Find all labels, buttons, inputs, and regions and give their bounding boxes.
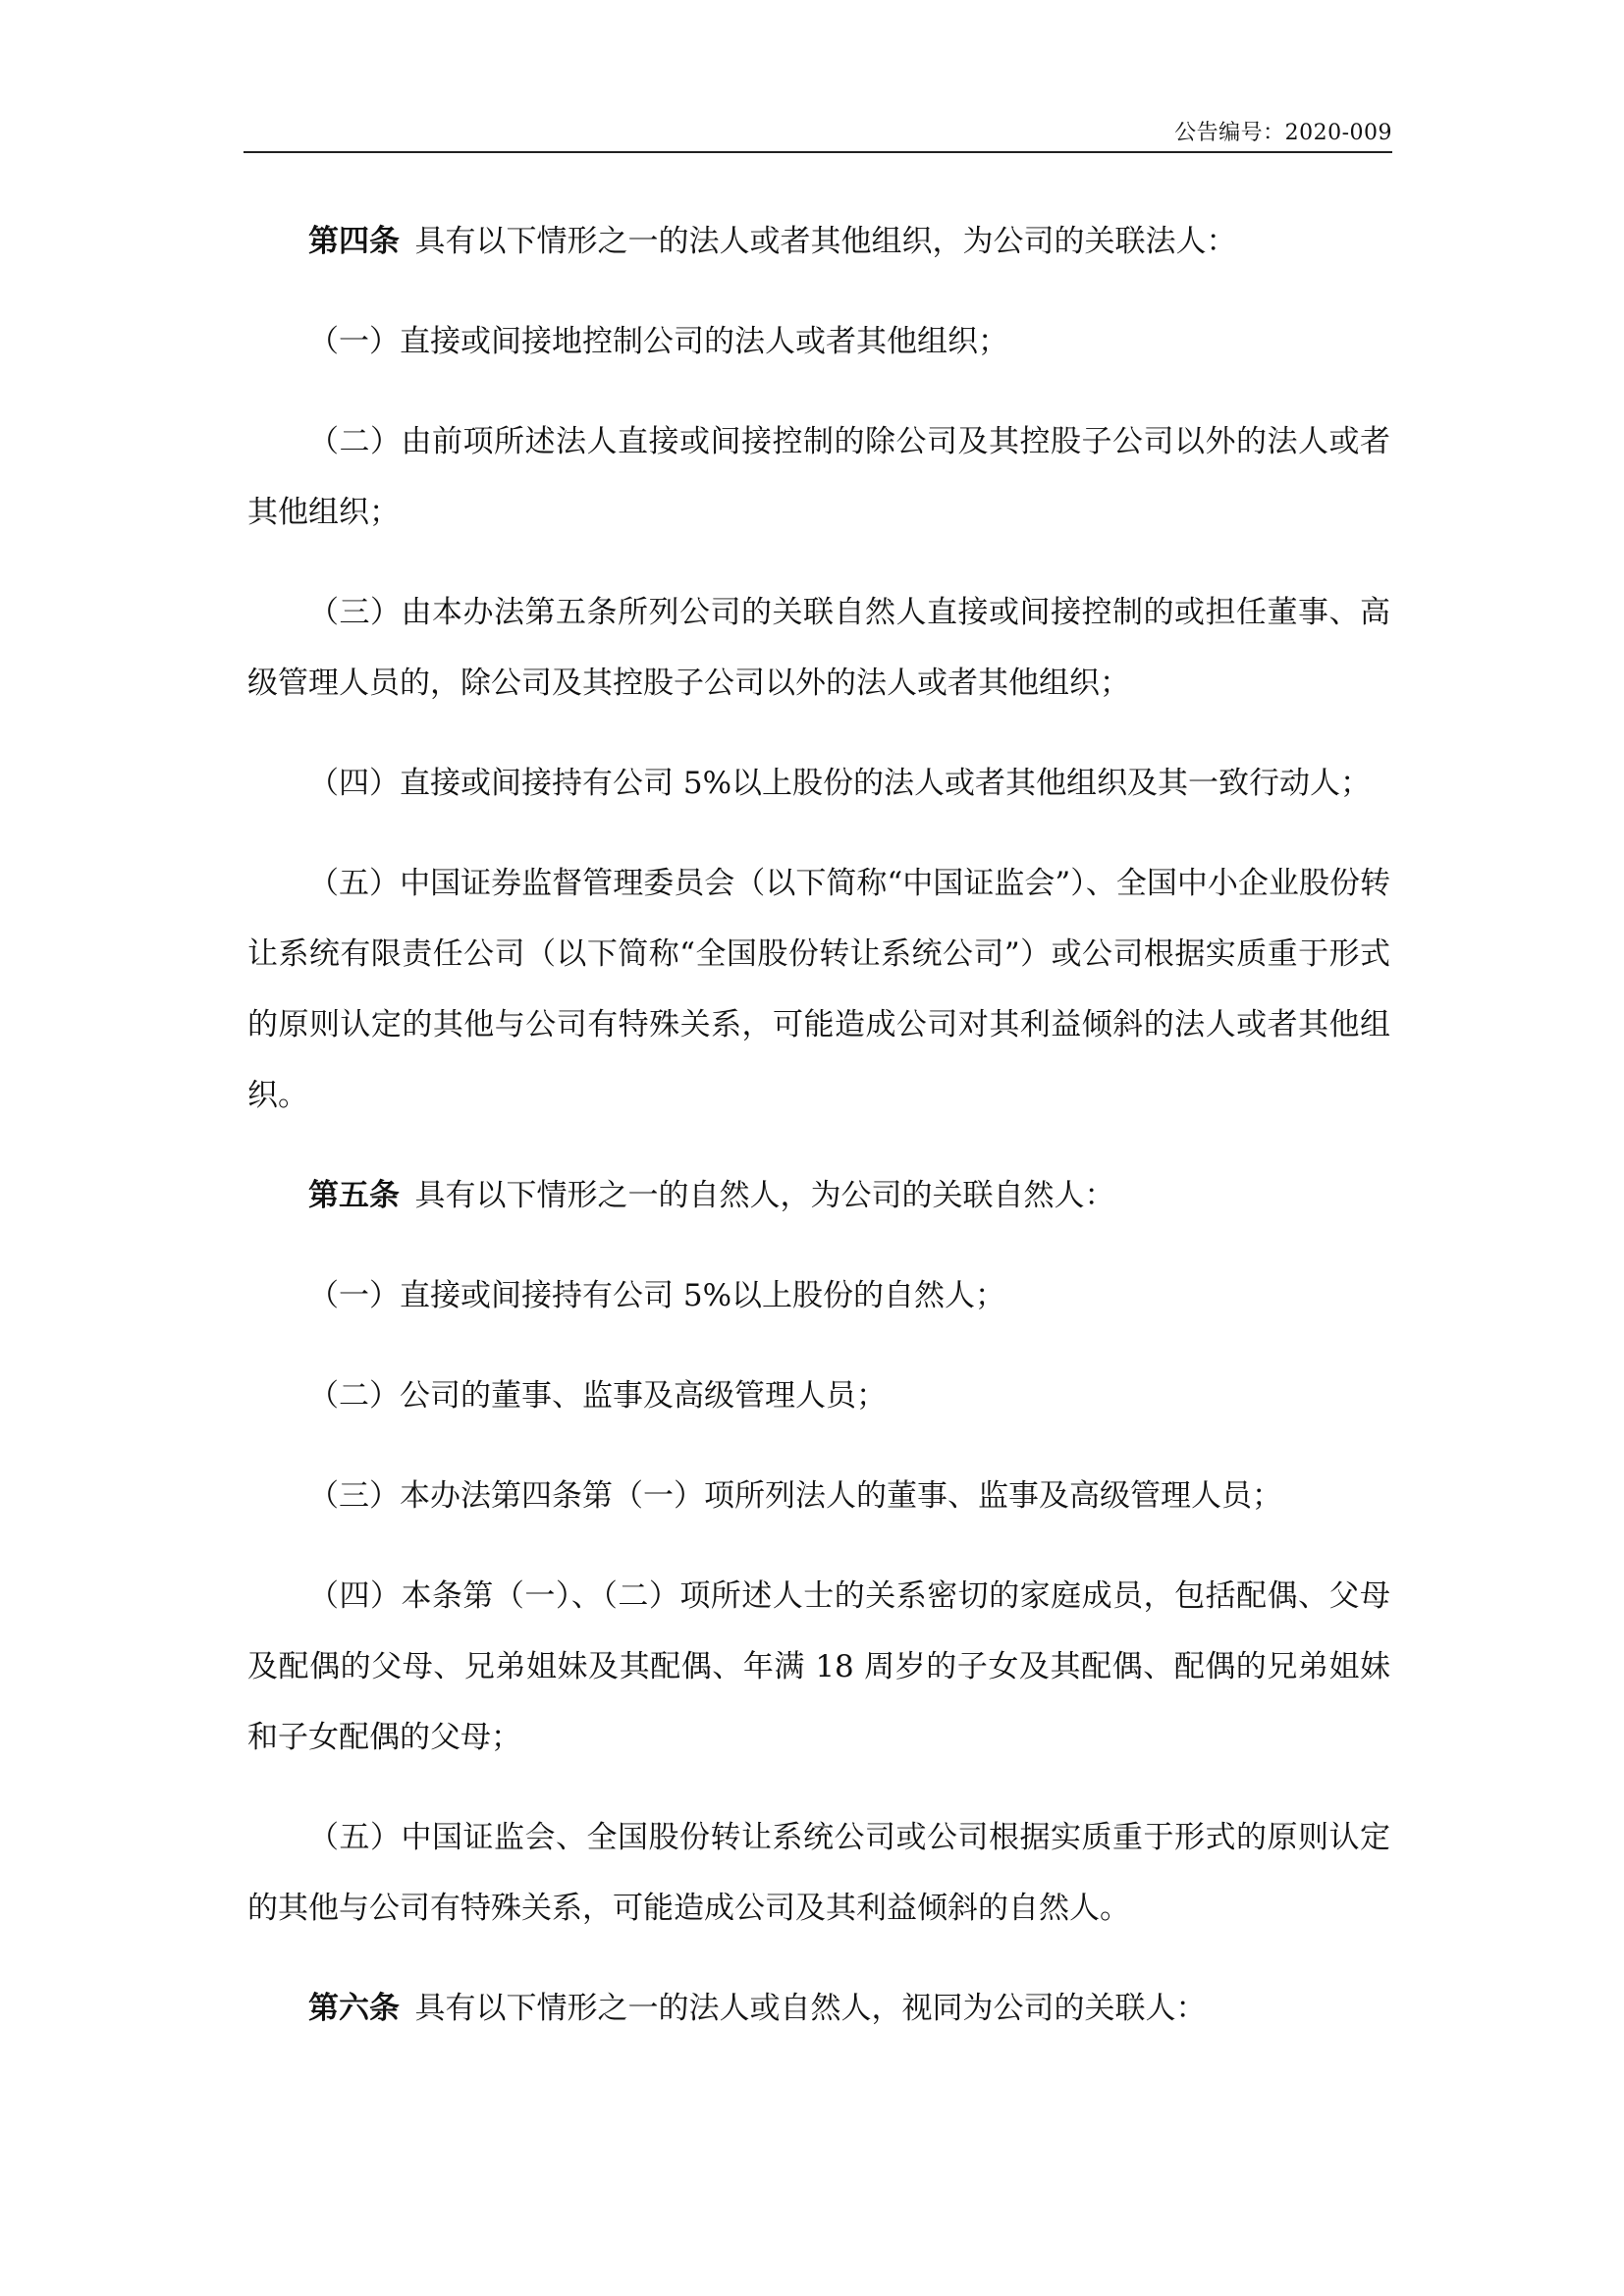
article-6-intro: 具有以下情形之一的法人或自然人，视同为公司的关联人： xyxy=(414,1991,1207,2026)
article-5-item-4: （四）本条第（一）、（二）项所述人士的关系密切的家庭成员，包括配偶、父母及配偶的父母、兄弟姐妹及其配偶、年满 18 周岁的子女及其配偶、配偶的兄弟姐妹和子女配偶的父母； xyxy=(247,1578,1390,1755)
article-6-number: 第六条 xyxy=(308,1991,400,2026)
article-4-item-4: （四）直接或间接持有公司 5%以上股份的法人或者其他组织及其一致行动人； xyxy=(308,766,1372,801)
article-5-heading xyxy=(247,1160,1390,1231)
document-body xyxy=(247,206,1390,2044)
article-5-item-3: （三）本办法第四条第（一）项所列法人的董事、监事及高级管理人员； xyxy=(308,1478,1282,1514)
article-4-number: 第四条 xyxy=(308,224,400,259)
article-4-heading xyxy=(247,206,1390,277)
article-4-item-2: （二）由前项所述法人直接或间接控制的除公司及其控股子公司以外的法人或者其他组织； xyxy=(247,424,1390,530)
article-5-number: 第五条 xyxy=(308,1178,400,1213)
article-4-item-3: （三）由本办法第五条所列公司的关联自然人直接或间接控制的或担任董事、高级管理人员的，除公司及其控股子公司以外的法人或者其他组织； xyxy=(247,595,1390,701)
article-5-item-2: （二）公司的董事、监事及高级管理人员； xyxy=(308,1378,887,1414)
article-4-intro: 具有以下情形之一的法人或者其他组织，为公司的关联法人： xyxy=(414,224,1237,259)
article-6-heading xyxy=(247,1973,1390,2044)
article-5-item-1: （一）直接或间接持有公司 5%以上股份的自然人； xyxy=(308,1278,1006,1313)
article-5-intro: 具有以下情形之一的自然人，为公司的关联自然人： xyxy=(414,1178,1115,1213)
article-4-item-5: （五）中国证券监督管理委员会（以下简称“中国证监会”）、全国中小企业股份转让系统有限责任公司（以下简称“全国股份转让系统公司”）或公司根据实质重于形式的原则认定的其他与公司有特殊关系，可能造成公司对其利益倾斜的法人或者其他组织。 xyxy=(247,866,1390,1113)
article-4-item-1: （一）直接或间接地控制公司的法人或者其他组织； xyxy=(308,324,1008,359)
announcement-number: 公告编号：2020-009 xyxy=(1174,121,1392,145)
article-5-item-5: （五）中国证监会、全国股份转让系统公司或公司根据实质重于形式的原则认定的其他与公司有特殊关系，可能造成公司及其利益倾斜的自然人。 xyxy=(247,1820,1390,1926)
page-header xyxy=(244,112,1392,153)
